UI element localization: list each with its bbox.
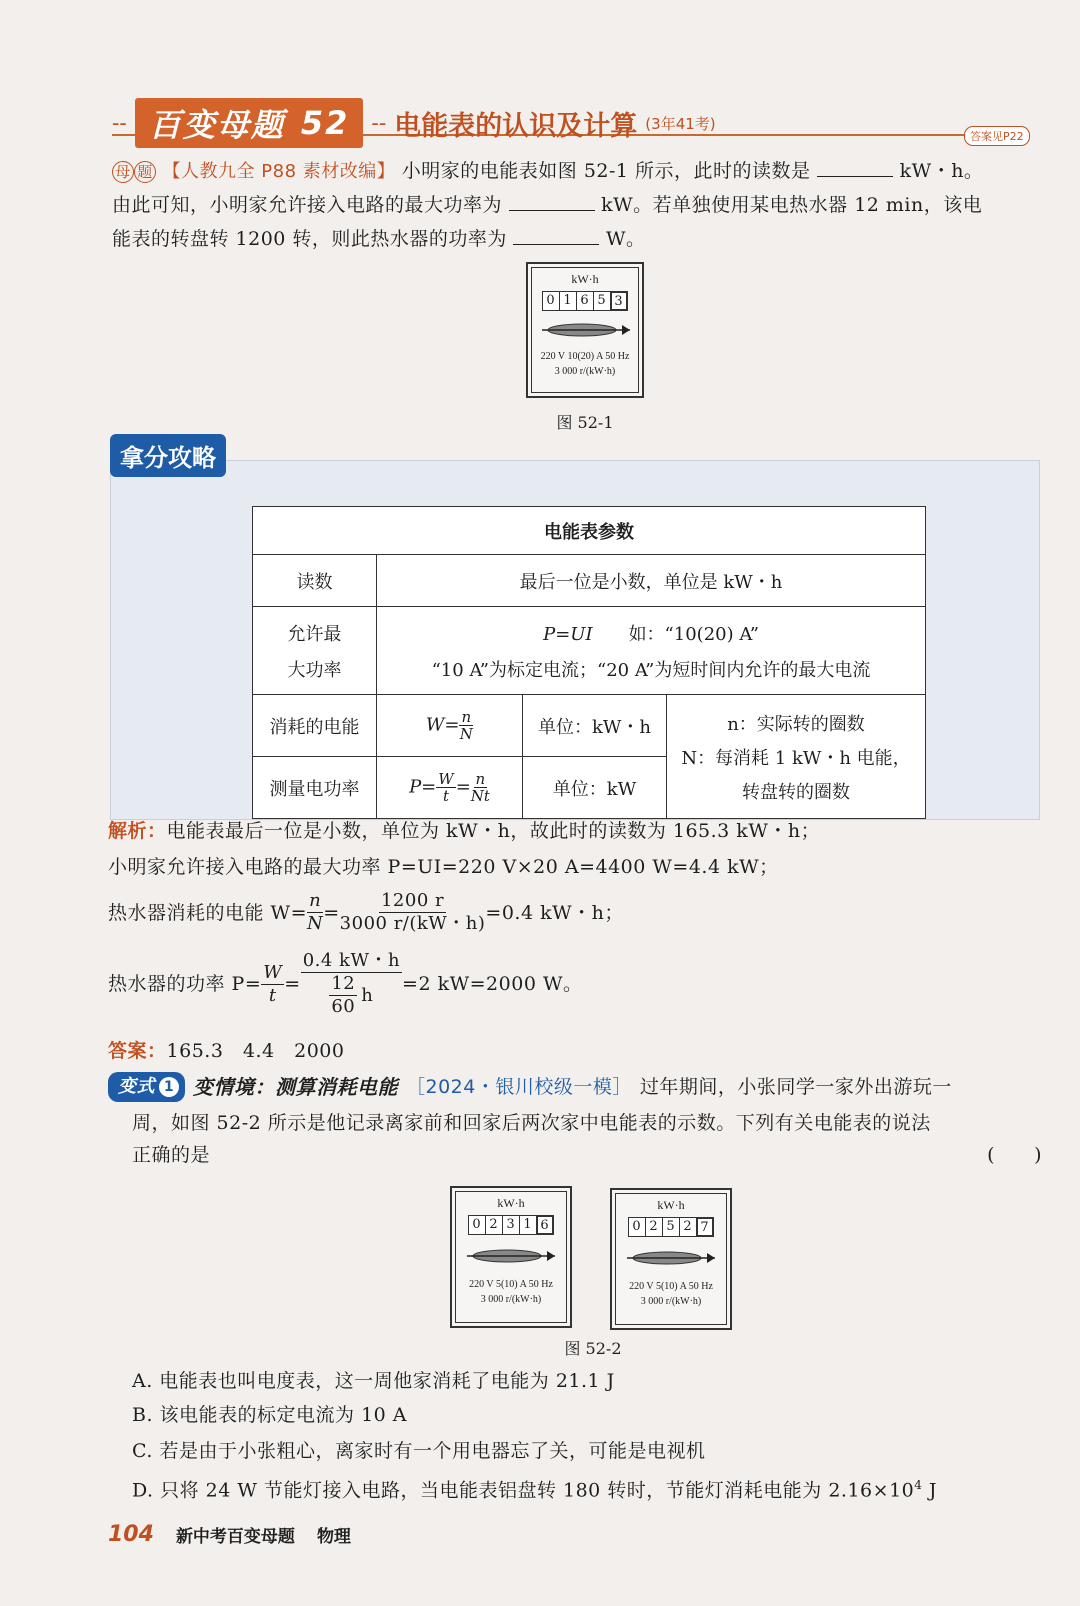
row-power-unit: 单位：kW — [523, 757, 667, 819]
fraction-denominator: t — [268, 984, 277, 1006]
analysis-line-1 — [108, 816, 1048, 846]
note-N-cont: 转盘转的圈数 — [742, 781, 850, 803]
meter-spec-2: 3 000 r/(kW·h) — [554, 366, 616, 377]
fraction-denominator: N — [459, 725, 473, 743]
answer-value: 165.3 4.4 2000 — [166, 1040, 345, 1062]
meter-digit-decimal: 6 — [536, 1215, 554, 1235]
equals-sign: = — [455, 776, 471, 798]
meter-spec-1: 220 V 5(10) A 50 Hz — [629, 1281, 713, 1292]
fraction-numerator: W — [263, 961, 283, 983]
header-dash-right: -- — [371, 110, 387, 136]
option-c[interactable]: C. 若是由于小张粗心，离家时有一个用电器忘了关，可能是电视机 — [132, 1440, 706, 1462]
power-formula-lhs: P= — [409, 776, 437, 798]
meter-digit: 2 — [679, 1217, 697, 1237]
meter-digit: 3 — [502, 1215, 520, 1235]
header-subtitle: (3年41考) — [645, 114, 716, 133]
header-badge-label: 百变母题 — [148, 106, 285, 144]
meter-digit: 1 — [559, 291, 577, 311]
variant-text-3: 正确的是 — [132, 1144, 211, 1166]
meter-digits — [456, 1215, 566, 1235]
row-max-power-label-a: 允许最 — [287, 623, 342, 645]
meter-spec-1: 220 V 10(20) A 50 Hz — [540, 351, 630, 362]
answer-ref-tag: 答案见P22 — [964, 126, 1030, 146]
fraction-numerator: n — [475, 770, 486, 788]
header — [112, 98, 716, 148]
unit-h: h — [361, 984, 374, 1006]
rating-explanation: “10 A”为标定电流；“20 A”为短时间内允许的最大电流 — [431, 659, 871, 681]
option-a[interactable]: A. 电能表也叫电度表，这一周他家消耗了电能为 21.1 J — [132, 1370, 615, 1392]
meter-disc-arrow-icon — [617, 1243, 725, 1273]
equals-sign: = — [284, 973, 301, 995]
analysis-text-1: 电能表最后一位是小数，单位为 kW・h，故此时的读数为 165.3 kW・h； — [166, 820, 821, 842]
question-text-1a: 小明家的电能表如图 52-1 所示，此时的读数是 — [401, 160, 811, 182]
meter-unit: kW·h — [657, 1198, 685, 1212]
variant-title: 变情境：测算消耗电能 — [193, 1075, 398, 1099]
row-reading-label: 读数 — [253, 555, 377, 607]
row-energy-unit: 单位：kW・h — [523, 695, 667, 757]
analysis-text-4b: =2 kW=2000 W。 — [402, 973, 583, 995]
energy-formula-lhs: W= — [425, 714, 460, 736]
analysis-label: 解析： — [108, 820, 167, 842]
variant-number: 1 — [159, 1077, 179, 1097]
question-text-3a: 能表的转盘转 1200 转，则此热水器的功率为 — [112, 228, 507, 250]
answer-line — [108, 1036, 344, 1066]
fraction-numerator: W — [438, 770, 454, 788]
analysis-text-3a: 热水器消耗的电能 W= — [108, 901, 307, 924]
meter-digit: 5 — [662, 1217, 680, 1237]
footer — [108, 1522, 351, 1547]
variant-line-1 — [108, 1072, 1048, 1102]
meter-52-2-after — [610, 1188, 732, 1330]
row-reading-value: 最后一位是小数，单位是 kW・h — [377, 555, 926, 607]
fraction-numerator: n — [309, 890, 322, 911]
fraction-numerator: n — [461, 708, 472, 726]
option-d-unit: J — [922, 1479, 938, 1502]
variant-line-3 — [132, 1140, 1042, 1170]
meter-disc-arrow-icon — [457, 1241, 565, 1271]
formula-p-ui: P=UI — [543, 623, 593, 645]
meter-digit: 6 — [576, 291, 594, 311]
meter-spec-2: 3 000 r/(kW·h) — [480, 1294, 542, 1305]
meter-digit-decimal: 3 — [610, 291, 628, 311]
parameter-table — [252, 506, 926, 819]
question-line-3 — [112, 224, 1042, 254]
meter-digit: 5 — [593, 291, 611, 311]
row-power-label: 测量电功率 — [253, 757, 377, 819]
answer-label: 答案： — [108, 1040, 167, 1062]
question-mark: 母 — [112, 161, 134, 183]
question-text-2b: kW。若单独使用某电热水器 12 min，该电 — [601, 194, 983, 216]
row-max-power-label — [253, 607, 377, 695]
note-N: N：每消耗 1 kW・h 电能， — [681, 747, 911, 769]
equals-sign: = — [323, 901, 340, 924]
meter-disc-arrow-icon — [532, 315, 640, 345]
analysis-text-4a: 热水器的功率 P= — [108, 973, 262, 995]
fraction-denominator: t — [442, 787, 449, 805]
row-max-power-label-b: 大功率 — [287, 659, 342, 681]
book-title: 新中考百变母题 — [175, 1527, 295, 1547]
option-d-exponent: 4 — [914, 1478, 923, 1492]
row-power-formula — [377, 757, 523, 819]
variant-source: ［2024・银川校级一模］ — [406, 1076, 632, 1098]
question-source: 【人教九全 P88 素材改编】 — [162, 161, 396, 182]
meter-digit: 1 — [519, 1215, 537, 1235]
meter-digit: 2 — [645, 1217, 663, 1237]
note-n: n：实际转的圈数 — [727, 713, 865, 735]
meter-digits — [532, 291, 638, 311]
analysis-line-3 — [108, 890, 1048, 935]
header-title: 电能表的认识及计算 — [394, 110, 638, 142]
variant-line-2: 周，如图 52-2 所示是他记录离家前和回家后两次家中电能表的示数。下列有关电能表的说法 — [132, 1112, 931, 1134]
question-mark-2: 题 — [134, 161, 156, 183]
meter-digits — [616, 1217, 726, 1237]
page-number: 104 — [108, 1522, 154, 1547]
question-line-2 — [112, 190, 1042, 220]
header-badge-number: 52 — [300, 104, 350, 142]
analysis-line-2: 小明家允许接入电路的最大功率 P=UI=220 V×20 A=4400 W=4.4 kW； — [108, 856, 779, 878]
variant-tag-label: 变式 — [118, 1076, 155, 1097]
meter-52-2-before — [450, 1186, 572, 1328]
meter-spec-1: 220 V 5(10) A 50 Hz — [469, 1279, 553, 1290]
meter-digit: 0 — [628, 1217, 646, 1237]
question-text-1b: kW・h。 — [899, 160, 984, 182]
figure-52-1-caption: 图 52-1 — [556, 413, 614, 432]
fraction-numerator: 1200 r — [380, 890, 445, 911]
rotation-note — [667, 695, 926, 819]
subject: 物理 — [316, 1527, 351, 1547]
fraction-numerator: 0.4 kW・h — [302, 950, 401, 971]
option-d-text: D. 只将 24 W 节能灯接入电路，当电能表铝盘转 180 转时，节能灯消耗电能为 2.16×10 — [132, 1479, 915, 1502]
example-rating: 如：“10(20) A” — [628, 623, 759, 645]
option-b[interactable]: B. 该电能表的标定电流为 10 A — [132, 1404, 408, 1426]
answer-blank-3[interactable] — [513, 227, 599, 245]
answer-blank-2[interactable] — [509, 193, 595, 211]
answer-blank-1[interactable] — [817, 159, 893, 177]
variant-tag — [108, 1072, 185, 1102]
row-energy-formula — [377, 695, 523, 757]
analysis-line-4 — [108, 950, 1048, 1018]
fraction-denominator: N — [307, 913, 324, 934]
row-max-power-value — [377, 607, 926, 695]
tips-tag: 拿分攻略 — [110, 434, 226, 477]
header-dash-left: -- — [112, 110, 127, 136]
meter-unit: kW·h — [497, 1196, 525, 1210]
fraction-denominator: 60 — [331, 996, 356, 1017]
fraction-denominator: 3000 r/(kW・h) — [339, 913, 486, 934]
meter-52-1 — [526, 262, 644, 398]
option-d[interactable] — [132, 1470, 1052, 1505]
figure-52-2-caption: 图 52-2 — [564, 1339, 622, 1358]
answer-bracket[interactable]: ( ) — [987, 1144, 1042, 1166]
analysis-text-3b: =0.4 kW・h； — [485, 901, 624, 924]
meter-digit-decimal: 7 — [696, 1217, 714, 1237]
meter-digit: 0 — [542, 291, 560, 311]
header-badge — [135, 98, 364, 148]
question-text-3b: W。 — [606, 228, 646, 250]
meter-spec-2: 3 000 r/(kW·h) — [640, 1296, 702, 1307]
fraction-numerator: 12 — [331, 973, 356, 994]
question-line-1 — [112, 156, 1042, 187]
question-text-2a: 由此可知，小明家允许接入电路的最大功率为 — [112, 194, 503, 216]
row-energy-label: 消耗的电能 — [253, 695, 377, 757]
meter-digit: 2 — [485, 1215, 503, 1235]
variant-text-1: 过年期间，小张同学一家外出游玩一 — [639, 1076, 952, 1098]
fraction-denominator: Nt — [470, 787, 490, 805]
table-header: 电能表参数 — [253, 507, 926, 555]
meter-digit: 0 — [468, 1215, 486, 1235]
meter-unit: kW·h — [571, 272, 599, 286]
